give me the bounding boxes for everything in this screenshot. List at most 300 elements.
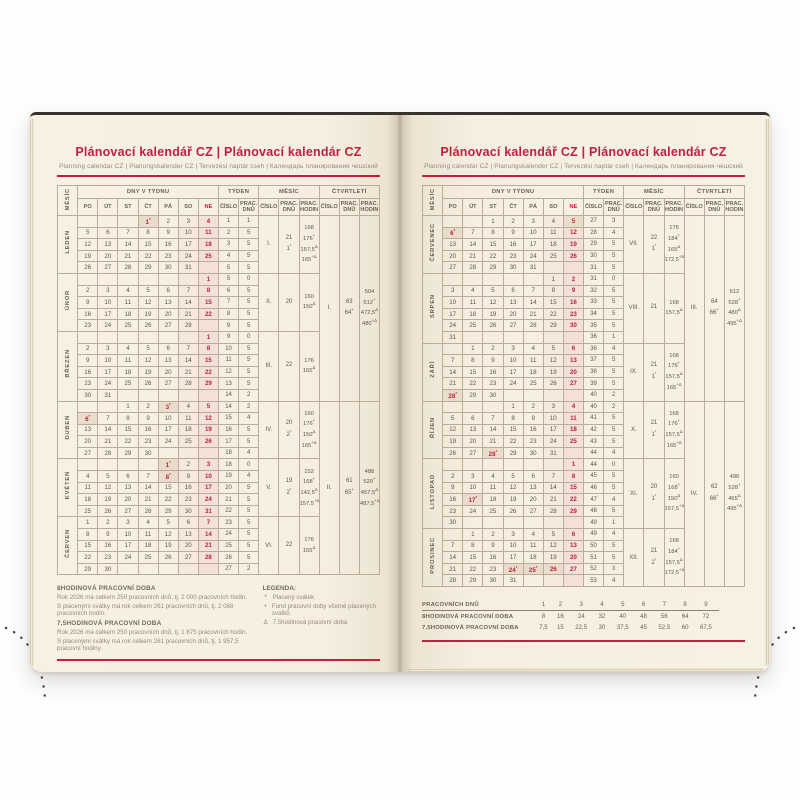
day-cell: 19 — [543, 366, 563, 378]
day-cell: 4 — [483, 471, 503, 483]
note-75h-title: 7,5HODINOVÁ PRACOVNÍ DOBA — [57, 620, 162, 628]
day-cell: 14 — [98, 424, 118, 436]
day-cell: 22 — [503, 436, 523, 448]
day-cell: 20 — [503, 308, 523, 320]
day-cell: 28 — [463, 262, 483, 274]
day-cell: 29 — [563, 505, 583, 517]
day-cell: 16 — [138, 424, 158, 436]
day-cell: 8 — [463, 355, 483, 367]
day-cell: 7 — [443, 540, 463, 552]
page-stack-edge-left — [30, 119, 34, 666]
day-cell: 30 — [483, 575, 503, 587]
day-cell: 6 — [523, 471, 543, 483]
week-workdays-cell: 5 — [604, 262, 624, 274]
day-cell: 7 — [463, 227, 483, 239]
footer-rule — [57, 659, 380, 661]
day-cell: 21 — [118, 250, 138, 262]
days-group-header: DNY V TÝDNU — [443, 186, 584, 199]
day-cell: 27 — [158, 378, 178, 390]
week-workdays-cell: 5 — [239, 494, 259, 506]
page-subtitle: Planning calendar CZ | Planungskalender CZ | Tervezési naptár cseh | Календарь планирования чешский — [59, 163, 378, 170]
day-cell: 8 — [198, 285, 218, 297]
day-cell: 22 — [563, 494, 583, 506]
week-number-cell: 36 — [584, 331, 604, 343]
week-number-cell: 37 — [584, 355, 604, 367]
day-cell: 8* — [158, 471, 178, 483]
day-cell: 13 — [158, 297, 178, 309]
month-hours-cell: 168 176+ $157,5^\Delta$ $165^{+\Delta}$ — [664, 343, 684, 401]
quarter-workdays-header: PRAC. DNŮ — [704, 199, 724, 216]
day-cell: 10 — [523, 227, 543, 239]
day-cell: 21 — [543, 494, 563, 506]
day-cell: 12 — [503, 482, 523, 494]
day-cell: 19 — [483, 308, 503, 320]
day-cell — [543, 262, 563, 274]
month-workdays-cell: 20 2* — [279, 401, 299, 459]
week-number-cell: 18 — [219, 459, 239, 471]
quarter-hours-header: PRAC. HODIN — [724, 199, 744, 216]
month-number-cell: III. — [259, 331, 279, 401]
day-cell: 19 — [78, 250, 98, 262]
day-cell: 12 — [543, 540, 563, 552]
day-cell: 6 — [158, 285, 178, 297]
week-number-cell: 15 — [219, 413, 239, 425]
legend-item — [263, 619, 380, 626]
day-cell — [138, 563, 158, 575]
mini-value-cell: 2 — [553, 599, 568, 611]
day-cell: 10 — [98, 297, 118, 309]
day-cell: 11 — [198, 227, 218, 239]
day-cell: 30 — [78, 389, 98, 401]
day-cell: 3 — [98, 343, 118, 355]
day-cell: 12 — [138, 355, 158, 367]
week-workdays-cell: 5 — [604, 366, 624, 378]
month-hours-cell: 176 $165^\Delta$ — [299, 331, 319, 401]
week-number-cell: 10 — [219, 343, 239, 355]
quarter-number-cell: III. — [684, 216, 704, 402]
day-cell — [503, 331, 523, 343]
planning-calendar-table — [57, 185, 380, 575]
week-workdays-cell: 5 — [604, 471, 624, 483]
month-workdays-cell: 20 — [279, 273, 299, 331]
day-cell: 26 — [443, 447, 463, 459]
page-subtitle: Planning calendar CZ | Planungskalender CZ | Tervezési naptár cseh | Календарь планирования чешский — [424, 163, 743, 170]
quarter-workdays-cell: 61 65+ — [339, 401, 359, 575]
week-number-cell: 9 — [219, 331, 239, 343]
day-cell: 22 — [198, 366, 218, 378]
day-name-header: ST — [483, 199, 503, 216]
day-cell — [138, 331, 158, 343]
month-label: PROSINEC — [423, 529, 443, 587]
day-cell: 13 — [563, 540, 583, 552]
week-number-cell: 31 — [584, 262, 604, 274]
day-cell: 18 — [523, 552, 543, 564]
legend — [263, 582, 380, 652]
day-cell: 16 — [503, 239, 523, 251]
week-workdays-cell: 5 — [604, 424, 624, 436]
week-number-cell: 36 — [584, 343, 604, 355]
day-cell: 11 — [483, 482, 503, 494]
day-cell: 17 — [118, 540, 138, 552]
week-number-cell: 5 — [219, 273, 239, 285]
mini-value-cell: 1 — [534, 599, 553, 611]
day-cell: 18 — [543, 239, 563, 251]
quarter-workdays-cell: 64 66+ — [704, 216, 724, 402]
day-cell — [78, 459, 98, 471]
day-cell: 27 — [463, 447, 483, 459]
day-cell: 25 — [563, 436, 583, 448]
day-cell: 24 — [118, 552, 138, 564]
day-cell: 11 — [523, 540, 543, 552]
day-cell — [138, 389, 158, 401]
day-cell — [463, 216, 483, 228]
day-cell — [118, 563, 138, 575]
legend-symbol: * — [264, 594, 267, 602]
day-cell: 2 — [158, 216, 178, 228]
day-name-header: PÁ — [158, 199, 178, 216]
week-workdays-cell: 5 — [239, 227, 259, 239]
day-cell: 4 — [523, 529, 543, 541]
day-cell: 13 — [158, 355, 178, 367]
day-cell: 28 — [98, 447, 118, 459]
day-cell: 8 — [198, 343, 218, 355]
day-cell: 26 — [503, 505, 523, 517]
week-workdays-cell: 5 — [239, 250, 259, 262]
week-workdays-cell: 5 — [239, 366, 259, 378]
quarter-workdays-cell: 63 64+ — [339, 216, 359, 402]
day-cell: 21 — [463, 250, 483, 262]
day-cell: 14 — [178, 355, 198, 367]
month-number-cell: IV. — [259, 401, 279, 459]
week-workdays-cell: 5 — [239, 529, 259, 541]
day-cell: 17 — [198, 482, 218, 494]
day-cell: 9 — [98, 529, 118, 541]
month-workdays-cell: 21 1* — [644, 401, 664, 459]
mini-value-cell: 24 — [577, 613, 585, 620]
day-cell: 9 — [178, 471, 198, 483]
week-workdays-cell: 5 — [239, 320, 259, 332]
week-workdays-header: PRAC. DNŮ — [604, 199, 624, 216]
day-cell: 28* — [443, 389, 463, 401]
week-number-cell: 7 — [219, 297, 239, 309]
day-name-header: ÚT — [463, 199, 483, 216]
day-cell: 24 — [543, 436, 563, 448]
note-8h-title: 8HODINOVÁ PRACOVNÍ DOBA — [57, 585, 156, 593]
day-cell: 29 — [543, 320, 563, 332]
day-cell: 2 — [78, 285, 98, 297]
day-cell: 11 — [463, 297, 483, 309]
day-cell: 20 — [98, 250, 118, 262]
quarter-hours-header: PRAC. HODIN — [359, 199, 379, 216]
day-cell: 23 — [503, 250, 523, 262]
day-cell: 24 — [503, 378, 523, 390]
week-workdays-cell: 5 — [239, 505, 259, 517]
day-cell: 18 — [118, 366, 138, 378]
month-number-header: ČÍSLO — [624, 199, 644, 216]
day-cell — [118, 459, 138, 471]
day-cell: 15 — [483, 239, 503, 251]
day-cell — [118, 216, 138, 228]
day-cell: 2 — [523, 401, 543, 413]
month-number-header: ČÍSLO — [259, 199, 279, 216]
month-workdays-cell: 21 1* — [644, 343, 664, 401]
day-cell: 28 — [198, 552, 218, 564]
day-cell — [443, 529, 463, 541]
day-cell: 6 — [118, 471, 138, 483]
day-cell — [543, 459, 563, 471]
quarter-number-cell: II. — [319, 401, 339, 575]
day-cell: 3 — [178, 216, 198, 228]
week-workdays-cell: 5 — [239, 517, 259, 529]
day-cell: 13 — [78, 424, 98, 436]
day-cell: 25 — [118, 378, 138, 390]
day-cell: 26 — [158, 552, 178, 564]
mini-value-cell: 45 — [640, 624, 647, 631]
month-workdays-header: PRAC. DNŮ — [279, 199, 299, 216]
day-cell: 18 — [463, 308, 483, 320]
week-number-cell: 12 — [219, 366, 239, 378]
day-cell — [158, 563, 178, 575]
mini-value-cell: 64 — [681, 613, 689, 620]
quarter-workdays-cell: 62 66+ — [704, 401, 724, 587]
day-cell: 1 — [563, 459, 583, 471]
day-cell: 21 — [198, 540, 218, 552]
day-cell: 20 — [463, 436, 483, 448]
month-side-header: MĚSÍC — [423, 186, 443, 216]
day-cell: 4 — [78, 471, 98, 483]
week-workdays-cell: 4 — [604, 575, 624, 587]
month-number-cell: XI. — [624, 459, 644, 529]
month-number-cell: VII. — [624, 216, 644, 274]
week-workdays-cell: 0 — [239, 331, 259, 343]
day-cell: 3 — [463, 471, 483, 483]
day-cell: 1 — [543, 273, 563, 285]
mini-row-label: 8HODINOVÁ PRACOVNÍ DOBA — [422, 613, 514, 620]
day-cell: 28 — [178, 378, 198, 390]
day-cell: 31 — [503, 575, 523, 587]
week-number-cell: 20 — [219, 482, 239, 494]
day-cell: 5 — [443, 413, 463, 425]
day-cell: 27 — [503, 320, 523, 332]
month-hours-cell: 160 176+ $150^\Delta$ $165^{+\Delta}$ — [299, 401, 319, 459]
week-number-cell: 5 — [219, 262, 239, 274]
day-name-header: SO — [178, 199, 198, 216]
day-cell: 27 — [158, 320, 178, 332]
day-cell: 29 — [463, 575, 483, 587]
week-workdays-cell: 5 — [239, 297, 259, 309]
month-hours-cell: 160 168+ $150^\Delta$ $157,5^{+\Delta}$ — [664, 459, 684, 529]
week-workdays-cell: 4 — [239, 413, 259, 425]
day-cell: 23 — [78, 320, 98, 332]
day-cell: 22 — [118, 436, 138, 448]
day-cell: 1 — [463, 529, 483, 541]
day-cell: 18 — [483, 494, 503, 506]
month-label: SRPEN — [423, 273, 443, 343]
note-line: S placenými svátky má rok celkem 261 pracovních dnů, tj. 1 957,5 pracovní hodiny. — [57, 638, 239, 653]
day-cell — [563, 575, 583, 587]
day-cell: 25 — [483, 505, 503, 517]
day-cell: 12 — [158, 529, 178, 541]
week-row — [423, 216, 745, 228]
day-cell: 12 — [563, 227, 583, 239]
month-hours-cell: 152 168+ $142,5^\Delta$ $157,5^{+\Delta}$ — [299, 459, 319, 517]
week-workdays-cell: 4 — [604, 447, 624, 459]
day-cell: 24 — [98, 378, 118, 390]
day-cell — [158, 389, 178, 401]
day-cell: 15 — [503, 424, 523, 436]
legend-text: 7,5hodinová pracovní doba — [272, 619, 348, 627]
week-workdays-cell: 0 — [239, 459, 259, 471]
day-cell: 26 — [543, 378, 563, 390]
mini-value-cell: 56 — [660, 613, 668, 620]
day-cell: 26 — [78, 262, 98, 274]
week-number-cell: 53 — [584, 575, 604, 587]
day-cell: 6 — [563, 343, 583, 355]
day-cell: 22 — [198, 308, 218, 320]
week-number-cell: 46 — [584, 482, 604, 494]
day-cell: 21 — [443, 563, 463, 575]
day-cell: 20 — [158, 366, 178, 378]
day-cell: 5 — [198, 401, 218, 413]
week-number-cell: 49 — [584, 517, 604, 529]
mini-value-cell: 16 — [557, 613, 564, 620]
week-workdays-cell: 5 — [604, 308, 624, 320]
day-cell: 14 — [523, 297, 543, 309]
day-cell: 20 — [158, 308, 178, 320]
day-cell: 25 — [523, 378, 543, 390]
day-name-header: SO — [543, 199, 563, 216]
week-workdays-cell: 5 — [604, 552, 624, 564]
day-cell: 5 — [138, 343, 158, 355]
day-cell: 3 — [98, 285, 118, 297]
mini-table-row — [422, 599, 719, 611]
day-cell: 24* — [503, 563, 523, 575]
day-cell: 1 — [118, 401, 138, 413]
day-cell: 2 — [443, 471, 463, 483]
day-cell — [483, 273, 503, 285]
day-cell: 1 — [198, 273, 218, 285]
day-cell: 27 — [78, 447, 98, 459]
week-workdays-cell: 2 — [239, 401, 259, 413]
day-cell: 11 — [138, 529, 158, 541]
day-cell — [98, 459, 118, 471]
mini-value-cell: 8 — [541, 613, 546, 620]
day-cell: 17 — [158, 424, 178, 436]
day-cell: 7 — [523, 285, 543, 297]
mini-value-cell: 30 — [598, 624, 606, 631]
day-cell: 26 — [563, 250, 583, 262]
day-cell — [118, 273, 138, 285]
week-workdays-cell: 5 — [239, 308, 259, 320]
day-cell: 5 — [503, 471, 523, 483]
week-workdays-header: PRAC. DNŮ — [239, 199, 259, 216]
day-cell: 5 — [138, 285, 158, 297]
day-cell: 19 — [503, 494, 523, 506]
day-cell — [483, 401, 503, 413]
day-cell: 17 — [543, 424, 563, 436]
day-cell: 25 — [118, 320, 138, 332]
day-cell: 19 — [543, 552, 563, 564]
day-cell: 15 — [463, 552, 483, 564]
day-cell: 23 — [138, 436, 158, 448]
day-name-header: PO — [78, 199, 98, 216]
day-cell: 13 — [178, 529, 198, 541]
month-hours-cell: 176 $165^\Delta$ — [299, 517, 319, 575]
day-cell: 14 — [543, 482, 563, 494]
day-cell — [98, 273, 118, 285]
day-cell: 13 — [443, 239, 463, 251]
day-cell: 1* — [158, 459, 178, 471]
day-cell: 30 — [563, 320, 583, 332]
week-row — [423, 401, 745, 413]
day-cell: 27 — [178, 552, 198, 564]
day-cell: 24 — [198, 494, 218, 506]
day-cell: 16 — [443, 494, 463, 506]
quarter-group-header: ČTVRTLETÍ — [319, 186, 379, 199]
day-name-header: NE — [563, 199, 583, 216]
month-workdays-cell: 22 1* — [644, 216, 664, 274]
day-cell: 2 — [98, 517, 118, 529]
month-number-cell: VIII. — [624, 273, 644, 343]
day-cell — [158, 331, 178, 343]
day-cell: 10 — [543, 413, 563, 425]
month-number-cell: VI. — [259, 517, 279, 575]
day-cell: 9 — [78, 355, 98, 367]
day-cell: 10 — [503, 540, 523, 552]
mini-value-cell: 22,5 — [575, 624, 588, 631]
month-label: ÚNOR — [58, 273, 78, 331]
day-cell: 31 — [443, 331, 463, 343]
day-cell: 13 — [563, 355, 583, 367]
day-cell — [463, 331, 483, 343]
week-number-cell: 4 — [219, 250, 239, 262]
day-cell: 9 — [443, 482, 463, 494]
day-cell: 11 — [563, 413, 583, 425]
day-cell: 5 — [78, 227, 98, 239]
day-cell: 15 — [563, 482, 583, 494]
day-cell: 22 — [483, 250, 503, 262]
day-cell: 19 — [198, 424, 218, 436]
note-line: S placenými svátky má rok celkem 261 pracovních dnů, tj. 2 088 pracovních hodin. — [57, 603, 234, 618]
day-cell: 7 — [483, 413, 503, 425]
quarter-hours-cell: 488 520+ $457,5^\Delta$ $487,5^{+\Delta}$ — [359, 401, 379, 575]
month-workdays-cell: 22 — [279, 331, 299, 401]
day-cell: 16 — [483, 552, 503, 564]
day-cell: 7 — [443, 355, 463, 367]
week-number-cell: 34 — [584, 308, 604, 320]
day-cell: 23 — [158, 250, 178, 262]
week-number-cell: 23 — [219, 517, 239, 529]
day-cell: 28 — [543, 505, 563, 517]
day-cell: 18 — [563, 424, 583, 436]
day-cell: 15 — [118, 424, 138, 436]
day-cell: 25 — [78, 505, 98, 517]
day-cell: 21 — [98, 436, 118, 448]
legend-item — [263, 603, 380, 617]
week-workdays-cell: 5 — [239, 239, 259, 251]
day-name-header: NE — [198, 199, 218, 216]
week-number-cell: 48 — [584, 505, 604, 517]
week-workdays-cell: 5 — [239, 552, 259, 564]
month-label: DUBEN — [58, 401, 78, 459]
day-cell — [483, 459, 503, 471]
week-number-cell: 31 — [584, 273, 604, 285]
day-cell: 17 — [443, 308, 463, 320]
mini-value-cell: 32 — [598, 613, 606, 620]
month-group-header: MĚSÍC — [624, 186, 684, 199]
day-cell: 28 — [443, 575, 463, 587]
month-label: LEDEN — [58, 216, 78, 274]
